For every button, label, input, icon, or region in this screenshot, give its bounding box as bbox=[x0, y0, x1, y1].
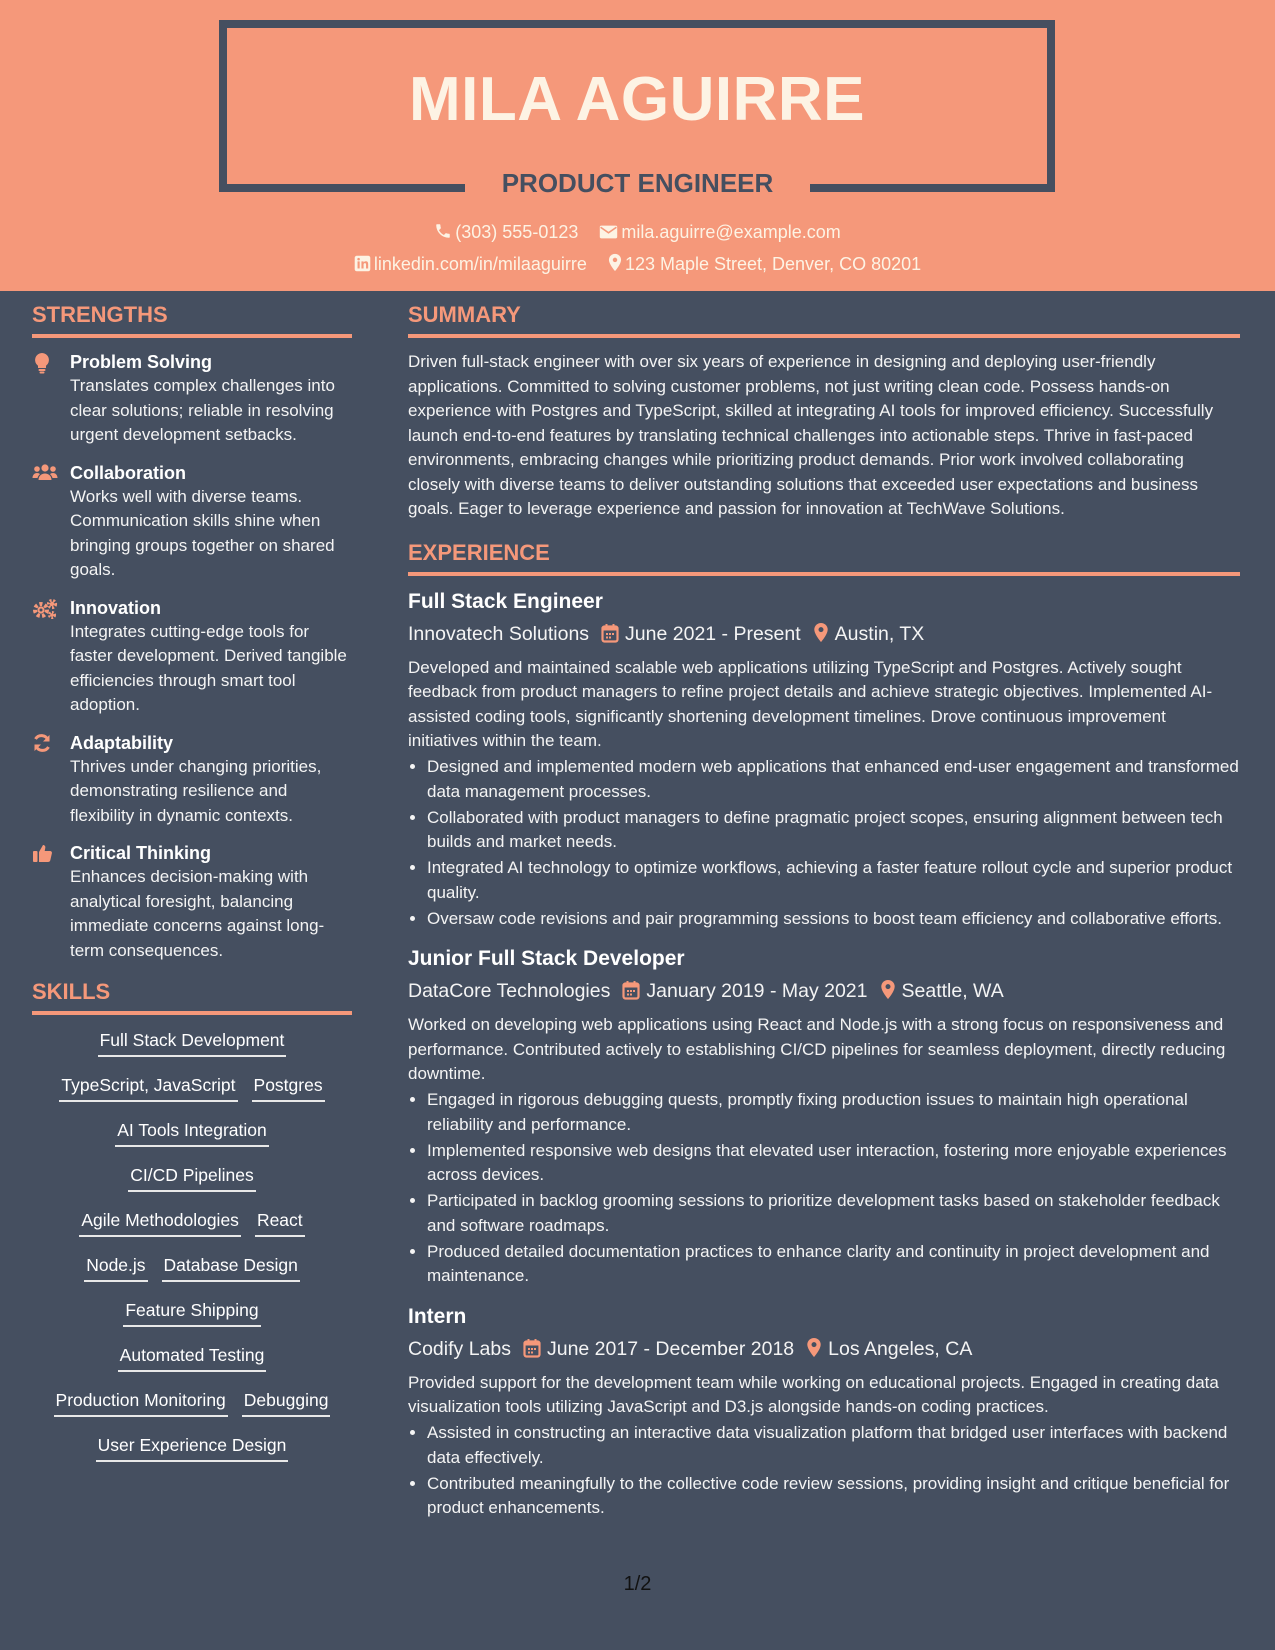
job-title: Intern bbox=[408, 1304, 467, 1328]
skill-row bbox=[32, 1432, 352, 1477]
skill-tag: Production Monitoring bbox=[54, 1387, 228, 1417]
strength-item bbox=[32, 731, 352, 829]
strength-item bbox=[32, 596, 352, 718]
skill-row bbox=[32, 1162, 352, 1207]
skill-row bbox=[32, 1342, 352, 1387]
job-entry bbox=[408, 945, 1240, 1289]
bullet-item: • Contributed meaningfully to the collective code review sessions, providing insight and critique beneficial for product enhancements. bbox=[427, 1472, 1240, 1521]
job-dates: June 2021 - Present bbox=[625, 622, 801, 645]
job-bullets bbox=[408, 1088, 1240, 1289]
skills-heading: SKILLS bbox=[32, 977, 352, 1015]
linkedin-text: linkedin.com/in/milaaguirre bbox=[373, 254, 587, 274]
page-number: 1/2 bbox=[623, 1573, 652, 1595]
job-bullets bbox=[408, 1421, 1240, 1521]
job-meta bbox=[408, 1335, 1240, 1363]
job-location: Seattle, WA bbox=[901, 980, 1004, 1002]
map-pin-icon bbox=[806, 1337, 822, 1358]
strength-item bbox=[32, 461, 352, 583]
summary-text: Driven full-stack engineer with over six years of experience in designing and deploying user-friendly applications. Committed to solving customer problems, not just writing clean code. Possess hands-on experience with Postgres and TypeScript, skilled at integrating AI tools for improved efficiency. Successfully launch end-to-end features by translating technical challenges into actionable steps. Thrive in fast-paced environments, embracing changes while prioritizing product demands. Prior work involved collaborating closely with diverse teams to deliver outstanding solutions that exceeded user expectations and business goals. Eager to leverage experience and passion for innovation at TechWave Solutions. bbox=[408, 352, 1214, 518]
phone-icon bbox=[434, 222, 452, 240]
skill-tag: Agile Methodologies bbox=[79, 1207, 241, 1237]
skill-tag: Automated Testing bbox=[118, 1342, 267, 1372]
refresh-icon bbox=[32, 731, 70, 829]
skill-tag: User Experience Design bbox=[96, 1432, 289, 1462]
bullet-item: • Engaged in rigorous debugging quests, promptly fixing production issues to maintain high operational reliability and performance. bbox=[427, 1088, 1240, 1137]
strength-desc: Integrates cutting-edge tools for faster development. Derived tangible efficiencies through smart tool adoption. bbox=[70, 621, 347, 714]
skill-row bbox=[32, 1027, 352, 1072]
job-description: Provided support for the development team while working on educational projects. Engaged in creating data visualization tools utilizing JavaScript and D3.js alongside hands-on coding practices. bbox=[408, 1372, 1219, 1416]
job-bullets bbox=[408, 755, 1240, 931]
skill-tag: Database Design bbox=[162, 1252, 300, 1282]
calendar-icon bbox=[601, 623, 619, 643]
linkedin-icon bbox=[354, 255, 371, 272]
skill-tag: CI/CD Pipelines bbox=[128, 1162, 256, 1192]
map-pin-icon bbox=[880, 979, 896, 1000]
skill-row bbox=[32, 1072, 352, 1117]
bullet-item: • Produced detailed documentation practices to enhance clarity and continuity in project development and maintenance. bbox=[427, 1240, 1240, 1289]
skill-tag: Node.js bbox=[84, 1252, 147, 1282]
skill-tag: AI Tools Integration bbox=[115, 1117, 269, 1147]
bullet-item: • Integrated AI technology to optimize workflows, achieving a faster feature rollout cycle and superior product quality. bbox=[427, 856, 1240, 905]
address-contact bbox=[608, 252, 921, 276]
strength-desc: Enhances decision-making with analytical foresight, balancing immediate concerns against long-term consequences. bbox=[70, 867, 325, 960]
users-icon bbox=[32, 461, 70, 583]
address-text: 123 Maple Street, Denver, CO 80201 bbox=[624, 254, 922, 274]
job-description: Developed and maintained scalable web applications utilizing TypeScript and Postgres. Actively sought feedback from product managers to refine project details and achieve strategic objectives. Implemented AI-assisted coding tools, significantly shortening development timelines. Drove continuous improvement initiatives within the team. bbox=[408, 657, 1213, 750]
gears-icon bbox=[32, 596, 70, 718]
linkedin-contact[interactable] bbox=[354, 252, 587, 276]
job-role: PRODUCT ENGINEER bbox=[501, 168, 774, 198]
strength-desc: Translates complex challenges into clear solutions; reliable in resolving urgent development setbacks. bbox=[70, 376, 335, 444]
skill-row bbox=[32, 1252, 352, 1297]
job-title: Junior Full Stack Developer bbox=[408, 947, 685, 970]
job-meta bbox=[408, 620, 1240, 648]
company-name: Innovatech Solutions bbox=[408, 622, 590, 645]
contact-row-1 bbox=[0, 220, 1275, 244]
skill-tag: Postgres bbox=[252, 1072, 325, 1102]
skill-row bbox=[32, 1387, 352, 1432]
candidate-name: MILA AGUIRRE bbox=[408, 65, 866, 134]
job-title: Full Stack Engineer bbox=[408, 589, 603, 613]
skill-tag: TypeScript, JavaScript bbox=[59, 1072, 237, 1102]
header-banner bbox=[0, 0, 1275, 291]
phone-contact[interactable] bbox=[434, 220, 578, 244]
strength-title: Adaptability bbox=[70, 732, 174, 753]
job-entry bbox=[408, 588, 1240, 932]
strength-desc: Thrives under changing priorities, demonstrating resilience and flexibility in dynamic contexts. bbox=[70, 756, 322, 825]
strength-item bbox=[32, 841, 352, 963]
skill-row bbox=[32, 1207, 352, 1252]
bullet-item: • Implemented responsive web designs that elevated user interaction, fostering more enjoyable experiences across devices. bbox=[427, 1139, 1240, 1188]
lightbulb-icon bbox=[32, 350, 70, 448]
calendar-icon bbox=[622, 980, 640, 1000]
bullet-item: • Oversaw code revisions and pair programming sessions to boost team efficiency and collaborative efforts. bbox=[427, 907, 1240, 932]
map-pin-icon bbox=[608, 253, 622, 272]
bullet-item: • Assisted in constructing an interactive data visualization platform that bridged user interfaces with backend data effectively. bbox=[427, 1421, 1240, 1470]
bullet-item: • Designed and implemented modern web applications that enhanced end-user engagement and transformed data management processes. bbox=[427, 755, 1240, 804]
skill-row bbox=[32, 1297, 352, 1342]
bullet-item: • Collaborated with product managers to define pragmatic project scopes, ensuring alignment between tech builds and market needs. bbox=[427, 806, 1240, 855]
skill-row bbox=[32, 1117, 352, 1162]
strength-title: Problem Solving bbox=[70, 352, 213, 372]
skill-tag: Debugging bbox=[242, 1387, 331, 1417]
skills-list bbox=[32, 1027, 352, 1477]
thumbs-up-icon bbox=[32, 841, 70, 963]
left-column bbox=[32, 300, 352, 1477]
strength-title: Innovation bbox=[70, 597, 161, 618]
envelope-icon bbox=[599, 224, 618, 240]
company-name: DataCore Technologies bbox=[408, 980, 611, 1002]
phone-text: (303) 555-0123 bbox=[455, 222, 579, 242]
map-pin-icon bbox=[813, 622, 829, 643]
summary-heading: SUMMARY bbox=[408, 300, 1240, 338]
job-location: Los Angeles, CA bbox=[828, 1337, 973, 1360]
contact-row-2 bbox=[0, 252, 1275, 276]
job-meta bbox=[408, 977, 1240, 1005]
company-name: Codify Labs bbox=[408, 1337, 511, 1360]
skill-tag: Feature Shipping bbox=[123, 1297, 260, 1327]
skill-tag: React bbox=[255, 1207, 305, 1237]
strength-desc: Works well with diverse teams. Communication skills shine when bringing groups together on shared goals. bbox=[70, 486, 335, 579]
job-dates: June 2017 - December 2018 bbox=[546, 1337, 795, 1360]
job-location: Austin, TX bbox=[834, 622, 925, 645]
job-entry bbox=[408, 1303, 1240, 1521]
job-description: Worked on developing web applications using React and Node.js with a strong focus on responsiveness and performance. Contributed actively to establishing CI/CD pipelines for seamless deployment, directly reducing downtime. bbox=[408, 1015, 1226, 1083]
email-contact[interactable] bbox=[599, 220, 840, 244]
email-text: mila.aguirre@example.com bbox=[621, 222, 841, 242]
job-dates: January 2019 - May 2021 bbox=[646, 980, 868, 1002]
experience-heading: EXPERIENCE bbox=[408, 538, 1240, 576]
strength-item bbox=[32, 350, 352, 448]
skill-tag: Full Stack Development bbox=[98, 1027, 287, 1057]
bullet-item: • Participated in backlog grooming sessions to prioritize development tasks based on stakeholder feedback and software roadmaps. bbox=[427, 1189, 1240, 1238]
strengths-heading: STRENGTHS bbox=[32, 300, 352, 338]
strength-title: Collaboration bbox=[70, 462, 186, 483]
right-column bbox=[408, 300, 1240, 1535]
strength-title: Critical Thinking bbox=[70, 843, 212, 863]
calendar-icon bbox=[523, 1338, 541, 1358]
